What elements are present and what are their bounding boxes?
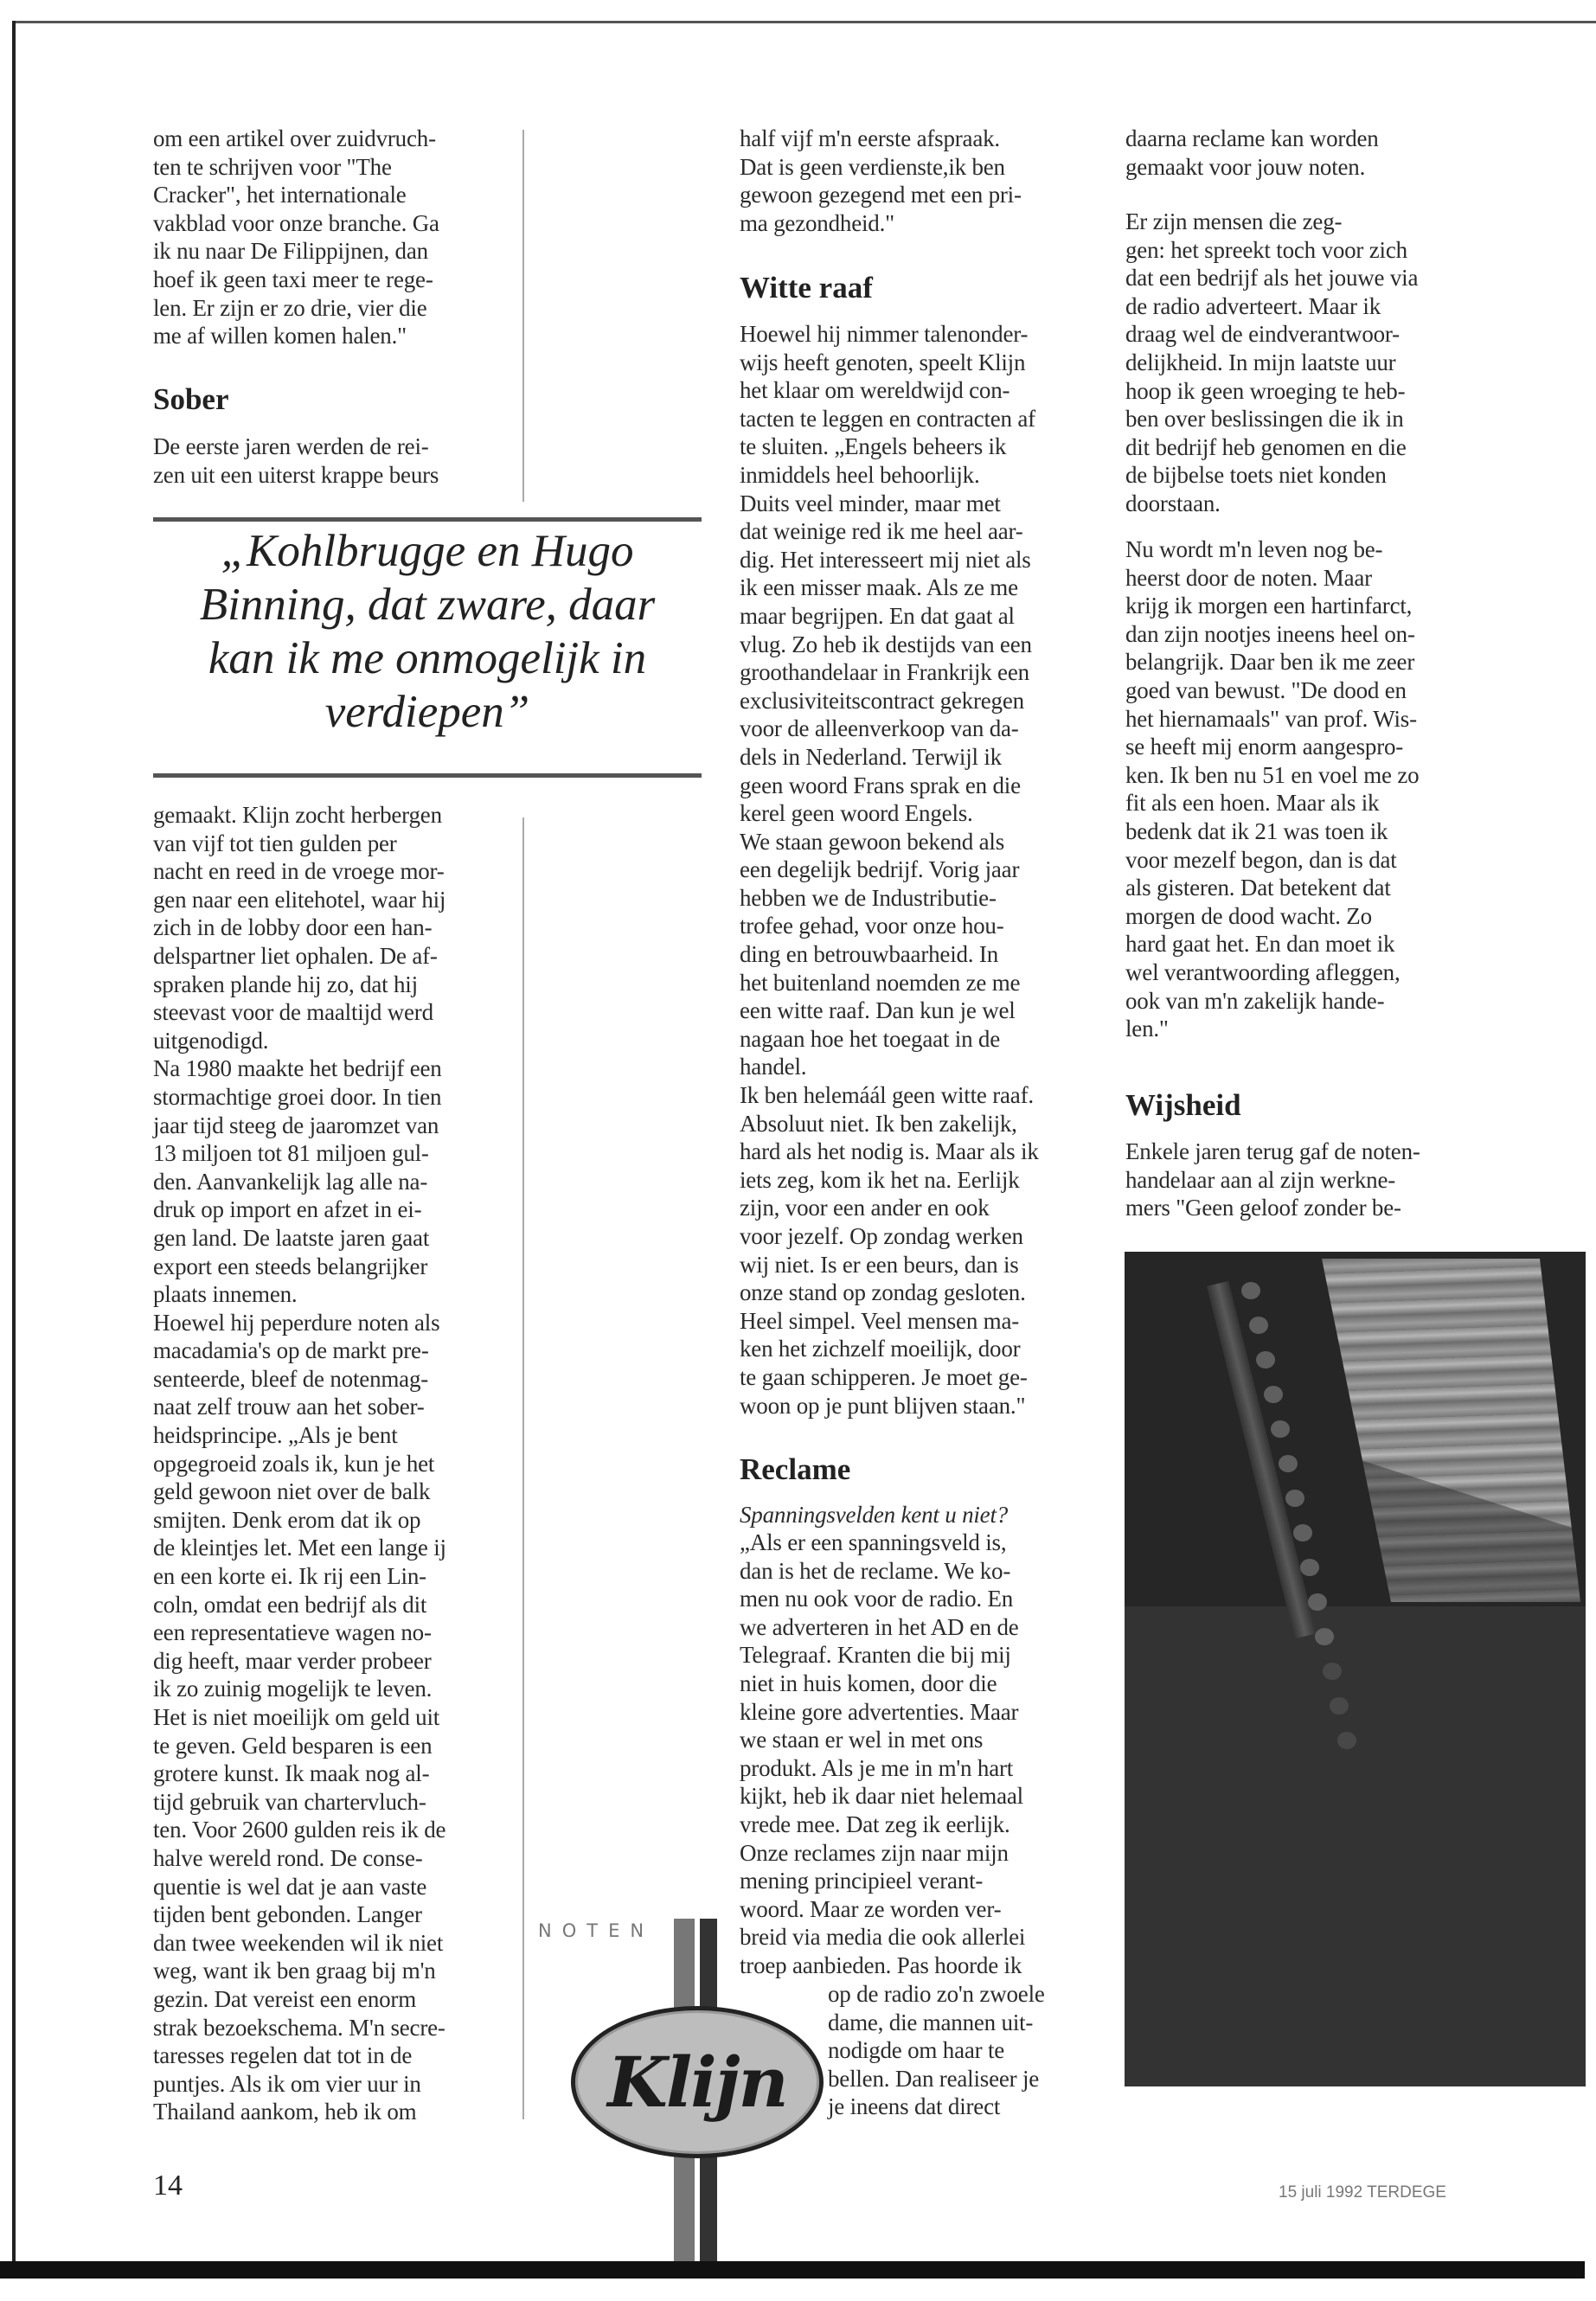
text-line: te geven. Geld besparen is een [153, 1732, 433, 1759]
text-line: gen naar een elitehotel, waar hij [153, 886, 446, 913]
text-line: hoop ik geen wroeging te heb- [1125, 377, 1406, 404]
text-line: troep aanbieden. Pas hoorde ik [740, 1952, 1022, 1978]
text-line: ten. Voor 2600 gulden reis ik de [153, 1817, 446, 1843]
text-line: taresses regelen dat tot in de [153, 2042, 413, 2069]
text-line: ken het zichzelf moeilijk, door [740, 1336, 1021, 1362]
text-line: Het is niet moeilijk om geld uit [153, 1704, 440, 1730]
text-line: dat weinige red ik me heel aar- [740, 518, 1023, 545]
column-rule [522, 817, 524, 2119]
text-line: dig. Het interesseert mij niet als [740, 546, 1031, 573]
text-line: de kleintjes let. Met een lange ij [153, 1535, 446, 1561]
text-line: dan twee weekenden wil ik niet [153, 1929, 444, 1956]
text-line: hebben we de Industributie- [740, 884, 997, 911]
text-line: krijg ik morgen een hartinfarct, [1125, 593, 1413, 619]
text-line: „Kohlbrugge en Hugo [221, 526, 634, 576]
text-line: kleine gore advertenties. Maar [740, 1698, 1019, 1725]
text-line: het klaar om wereldwijd con- [740, 377, 1010, 404]
text-line: „Als er een spanningsveld is, [740, 1529, 1007, 1555]
text-line: dat een bedrijf als het jouwe via [1125, 265, 1419, 292]
pull-quote-rule-top [153, 517, 702, 522]
text-line: op de radio zo'n zwoele [828, 1981, 1045, 2007]
logo-wordmark: Klijn [607, 2041, 787, 2123]
column-rule [522, 130, 524, 502]
text-line: se heeft mij enorm aangespro- [1125, 734, 1404, 760]
text-line: gen: het spreekt toch voor zich [1125, 236, 1407, 263]
text-line: handelaar aan al zijn werkne- [1125, 1166, 1396, 1193]
page-border-top [13, 21, 1596, 23]
text-line: produkt. Als je me in m'n hart [740, 1754, 1014, 1781]
text-line: mers "Geen geloof zonder be- [1125, 1195, 1401, 1221]
logo-label: NOTEN [538, 1920, 655, 1941]
text-line: quentie is wel dat je aan vaste [153, 1873, 427, 1900]
text-line: kijkt, heb ik daar niet helemaal [740, 1783, 1023, 1810]
text-line: naat zelf trouw aan het sober- [153, 1394, 425, 1420]
text-line: het hiernamaals" van prof. Wis- [1125, 705, 1417, 732]
text-line: plaats innemen. [153, 1281, 298, 1308]
text-line: vlug. Zo heb ik destijds van een [740, 631, 1032, 657]
text-line: tijden bent gebonden. Langer [153, 1901, 422, 1928]
text-line: onze stand op zondag gesloten. [740, 1279, 1026, 1306]
bottom-bar [0, 2261, 1585, 2279]
text-line: len." [1125, 1016, 1169, 1042]
text-line: doorstaan. [1125, 490, 1221, 516]
text-line: druk op import en afzet in ei- [153, 1196, 422, 1223]
text-line: hard gaat het. En dan moet ik [1125, 931, 1395, 958]
text-line: woord. Maar ze worden ver- [740, 1895, 1002, 1922]
text-line: als gisteren. Dat betekent dat [1125, 875, 1391, 901]
text-line: Heel simpel. Veel mensen ma- [740, 1307, 1020, 1334]
text-line: jaar tijd steeg de jaaromzet van [153, 1112, 439, 1138]
photo-rivet [1293, 1524, 1312, 1541]
text-line: wel verantwoording afleggen, [1125, 958, 1401, 985]
photo [1125, 1252, 1586, 2086]
text-line: strak bezoekschema. M'n secre- [153, 2014, 445, 2041]
text-line: zich in de lobby door een han- [153, 914, 433, 941]
text-line: iets zeg, kom ik het na. Eerlijk [740, 1166, 1020, 1193]
text-line: heerst door de noten. Maar [1125, 564, 1372, 591]
text-line: ben over beslissingen die ik in [1125, 406, 1404, 433]
section-heading-witte-raaf: Witte raaf [740, 271, 873, 304]
text-line: smijten. Denk erom dat ik op [153, 1506, 421, 1533]
text-line: Duits veel minder, maar met [740, 490, 1001, 516]
paragraph [740, 320, 1086, 1420]
text-line: inmiddels heel behoorlijk. [740, 461, 980, 488]
text-line: spraken plande hij zo, dat hij [153, 971, 418, 997]
text-line: nodigde om haar te [828, 2037, 1005, 2064]
text-line: een degelijk bedrijf. Vorig jaar [740, 856, 1020, 883]
paragraph [1125, 208, 1480, 518]
text-line: Hoewel hij peperdure noten als [153, 1309, 440, 1336]
text-line: voor jezelf. Op zondag werken [740, 1223, 1023, 1249]
text-line: Na 1980 maakte het bedrijf een [153, 1055, 442, 1082]
photo-rivet [1256, 1351, 1275, 1368]
text-line: ding en betrouwbaarheid. In [740, 941, 998, 968]
italic-question: Spanningsvelden kent u niet? [740, 1502, 1009, 1528]
text-line: handel. [740, 1054, 807, 1080]
text-line: trofee gehad, voor onze hou- [740, 913, 1004, 939]
text-line: coln, omdat een bedrijf als dit [153, 1591, 427, 1618]
text-line: me af willen komen halen." [153, 323, 407, 349]
text-line: Thailand aankom, heb ik om [153, 2099, 417, 2125]
text-line: ten te schrijven voor "The [153, 153, 392, 180]
text-line: maar begrijpen. En dat gaat al [740, 602, 1015, 629]
text-line: tacten te leggen en contracten af [740, 405, 1035, 432]
text-line: fit als een hoen. Maar als ik [1125, 790, 1380, 817]
text-line: Onze reclames zijn naar mijn [740, 1839, 1009, 1866]
text-line: 13 miljoen tot 81 miljoen gul- [153, 1140, 429, 1167]
text-line: export een steeds belangrijker [153, 1253, 428, 1279]
photo-rivet [1308, 1593, 1327, 1611]
text-line: een representatieve wagen no- [153, 1619, 432, 1646]
text-line: delijkheid. In mijn laatste uur [1125, 349, 1396, 375]
text-line: heidsprincipe. „Als je bent [153, 1422, 398, 1449]
section-heading-wijsheid: Wijsheid [1125, 1088, 1241, 1122]
text-line: gezin. Dat vereist een enorm [153, 1985, 417, 2012]
text-line: tijd gebruik van chartervluch- [153, 1788, 426, 1815]
paragraph [740, 125, 1086, 237]
text-line: ik zo zuinig mogelijk te leven. [153, 1676, 433, 1702]
photo-rivet [1330, 1697, 1349, 1715]
text-line: dels in Nederland. Terwijl ik [740, 743, 1002, 770]
text-line: Cracker", het internationale [153, 182, 407, 208]
text-line: draag wel de eindverantwoor- [1125, 321, 1400, 348]
photo-rivet [1279, 1455, 1298, 1472]
text-line: puntjes. Als ik om vier uur in [153, 2070, 421, 2097]
text-line: en een korte ei. Ik rij een Lin- [153, 1563, 426, 1590]
paragraph [153, 125, 499, 350]
text-line: den. Aanvankelijk lag alle na- [153, 1168, 428, 1195]
section-heading-sober: Sober [153, 382, 229, 416]
text-line: We staan gewoon bekend als [740, 828, 1005, 855]
text-line: geld gewoon niet over de balk [153, 1478, 431, 1505]
text-line: vakblad voor onze branche. Ga [153, 209, 439, 236]
text-line: gemaakt. Klijn zocht herbergen [153, 802, 442, 828]
page-border-left [12, 21, 16, 2266]
text-line: men nu ook voor de radio. En [740, 1586, 1014, 1612]
photo-rod [1207, 1281, 1317, 1639]
text-line: dan is het de reclame. We ko- [740, 1557, 1011, 1584]
text-line: dame, die mannen uit- [828, 2009, 1034, 2035]
text-line: ik een misser maak. Als ze me [740, 574, 1018, 601]
photo-rivet [1241, 1282, 1260, 1299]
text-line: Dat is geen verdienste,ik ben [740, 153, 1005, 180]
text-line: weg, want ik ben graag bij m'n [153, 1958, 436, 1984]
text-line: je ineens dat direct [828, 2093, 1001, 2120]
text-line: het buitenland noemden ze me [740, 969, 1021, 996]
paragraph [740, 1529, 1086, 1980]
text-line: nagaan hoe het toegaat in de [740, 1025, 1001, 1052]
text-line: hoef ik geen taxi meer te rege- [153, 266, 433, 292]
page-number: 14 [153, 2170, 183, 2202]
photo-rivet [1337, 1732, 1356, 1749]
text-line: voor mezelf begon, dan is dat [1125, 846, 1397, 873]
pull-quote-rule-bottom [153, 773, 702, 778]
text-line: ken. Ik ben nu 51 en voel me zo [1125, 761, 1420, 788]
text-line: exclusiviteitscontract gekregen [740, 687, 1024, 714]
text-line: Er zijn mensen die zeg- [1125, 208, 1343, 234]
text-line: de radio adverteert. Maar ik [1125, 292, 1381, 319]
section-heading-reclame: Reclame [740, 1452, 851, 1486]
text-line: wijs heeft genoten, speelt Klijn [740, 349, 1026, 375]
text-line: ma gezondheid." [740, 209, 894, 236]
text-line: we staan er wel in met ons [740, 1727, 984, 1753]
text-line: gewoon gezegend met een pri- [740, 182, 1022, 208]
text-line: te sluiten. „Engels beheers ik [740, 433, 1007, 460]
text-line: ook van m'n zakelijk hande- [1125, 987, 1385, 1014]
photo-rivet [1249, 1317, 1268, 1334]
text-line: grotere kunst. Ik maak nog al- [153, 1760, 430, 1787]
text-line: De eerste jaren werden de rei- [153, 433, 429, 459]
text-line: niet in huis komen, door die [740, 1670, 997, 1696]
text-line: macadamia's op de markt pre- [153, 1337, 429, 1364]
text-line: Ik ben helemáál geen witte raaf. [740, 1082, 1034, 1109]
text-line: Telegraaf. Kranten die bij mij [740, 1642, 1011, 1669]
paragraph [153, 801, 499, 2126]
text-line: te gaan schipperen. Je moet ge- [740, 1363, 1028, 1390]
text-line: opgegroeid zoals ik, kun je het [153, 1450, 435, 1477]
klijn-logo [571, 2006, 824, 2158]
photo-rivet [1264, 1386, 1283, 1403]
text-line: Enkele jaren terug gaf de noten- [1125, 1138, 1420, 1164]
text-line: kerel geen woord Engels. [740, 800, 973, 827]
paragraph-wrapped [828, 1980, 1045, 2121]
text-line: zen uit een uiterst krappe beurs [153, 461, 439, 488]
text-line: Absoluut niet. Ik ben zakelijk, [740, 1110, 1017, 1137]
photo-rivet [1323, 1663, 1342, 1680]
text-line: len. Er zijn er zo drie, vier die [153, 294, 427, 321]
text-line: half vijf m'n eerste afspraak. [740, 125, 1000, 151]
text-line: senteerde, bleef de notenmag- [153, 1365, 429, 1392]
text-line: voor de alleenverkoop van da- [740, 715, 1019, 742]
text-line: Nu wordt m'n leven nog be- [1125, 536, 1383, 562]
text-line: steevast voor de maaltijd werd [153, 999, 433, 1026]
text-line: vrede mee. Dat zeg ik eerlijk. [740, 1811, 1010, 1837]
text-line: belangrijk. Daar ben ik me zeer [1125, 649, 1415, 676]
text-line: groothandelaar in Frankrijk een [740, 659, 1029, 686]
text-line: hard als het nodig is. Maar als ik [740, 1138, 1039, 1165]
text-line: nacht en reed in de vroege mor- [153, 858, 445, 885]
text-line: woon op je punt blijven staan." [740, 1392, 1026, 1419]
photo-rivet [1315, 1628, 1334, 1645]
text-line: verdiepen” [324, 687, 530, 737]
text-line: delspartner liet ophalen. De af- [153, 942, 438, 969]
pull-quote [153, 524, 702, 739]
text-line: zijn, voor een ander en ook [740, 1195, 990, 1221]
paragraph [1125, 535, 1480, 1043]
text-line: om een artikel over zuidvruch- [153, 125, 436, 151]
paragraph [1125, 1138, 1480, 1222]
text-line: dit bedrijf heb genomen en die [1125, 433, 1407, 460]
text-line: uitgenodigd. [153, 1027, 269, 1054]
text-line: breid via media die ook allerlei [740, 1924, 1026, 1951]
paragraph [153, 433, 499, 489]
text-line: wij niet. Is er een beurs, dan is [740, 1251, 1019, 1278]
text-line: van vijf tot tien gulden per [153, 830, 397, 856]
photo-rivet [1271, 1420, 1290, 1438]
issue-info: 15 juli 1992 TERDEGE [1279, 2183, 1446, 2202]
text-line: dan zijn nootjes ineens heel on- [1125, 620, 1415, 647]
text-line: de bijbelse toets niet konden [1125, 462, 1387, 489]
text-line: bellen. Dan realiseer je [828, 2065, 1040, 2092]
photo-rivet [1300, 1559, 1319, 1576]
text-line: Hoewel hij nimmer talenonder- [740, 321, 1029, 347]
text-line: stormachtige groei door. In tien [153, 1083, 442, 1110]
text-line: gen land. De laatste jaren gaat [153, 1224, 430, 1251]
text-line: halve wereld rond. De conse- [153, 1844, 423, 1871]
text-line: kan ik me onmogelijk in [208, 633, 647, 683]
text-line: dig heeft, maar verder probeer [153, 1647, 432, 1674]
photo-lower-dark [1125, 1606, 1586, 2086]
text-line: mening principieel verant- [740, 1868, 984, 1894]
photo-rivet [1285, 1490, 1304, 1507]
text-line: gemaakt voor jouw noten. [1125, 153, 1366, 180]
text-line: goed van bewust. "De dood en [1125, 676, 1407, 703]
text-line: bedenk dat ik 21 was toen ik [1125, 817, 1388, 844]
paragraph [1125, 125, 1480, 181]
text-line: ik nu naar De Filippijnen, dan [153, 238, 428, 265]
text-line: daarna reclame kan worden [1125, 125, 1379, 151]
text-line: geen woord Frans sprak en die [740, 772, 1021, 798]
text-line: een witte raaf. Dan kun je wel [740, 997, 1016, 1024]
text-line: morgen de dood wacht. Zo [1125, 902, 1372, 929]
text-line: we adverteren in het AD en de [740, 1613, 1019, 1640]
text-line: Binning, dat zware, daar [199, 580, 656, 630]
